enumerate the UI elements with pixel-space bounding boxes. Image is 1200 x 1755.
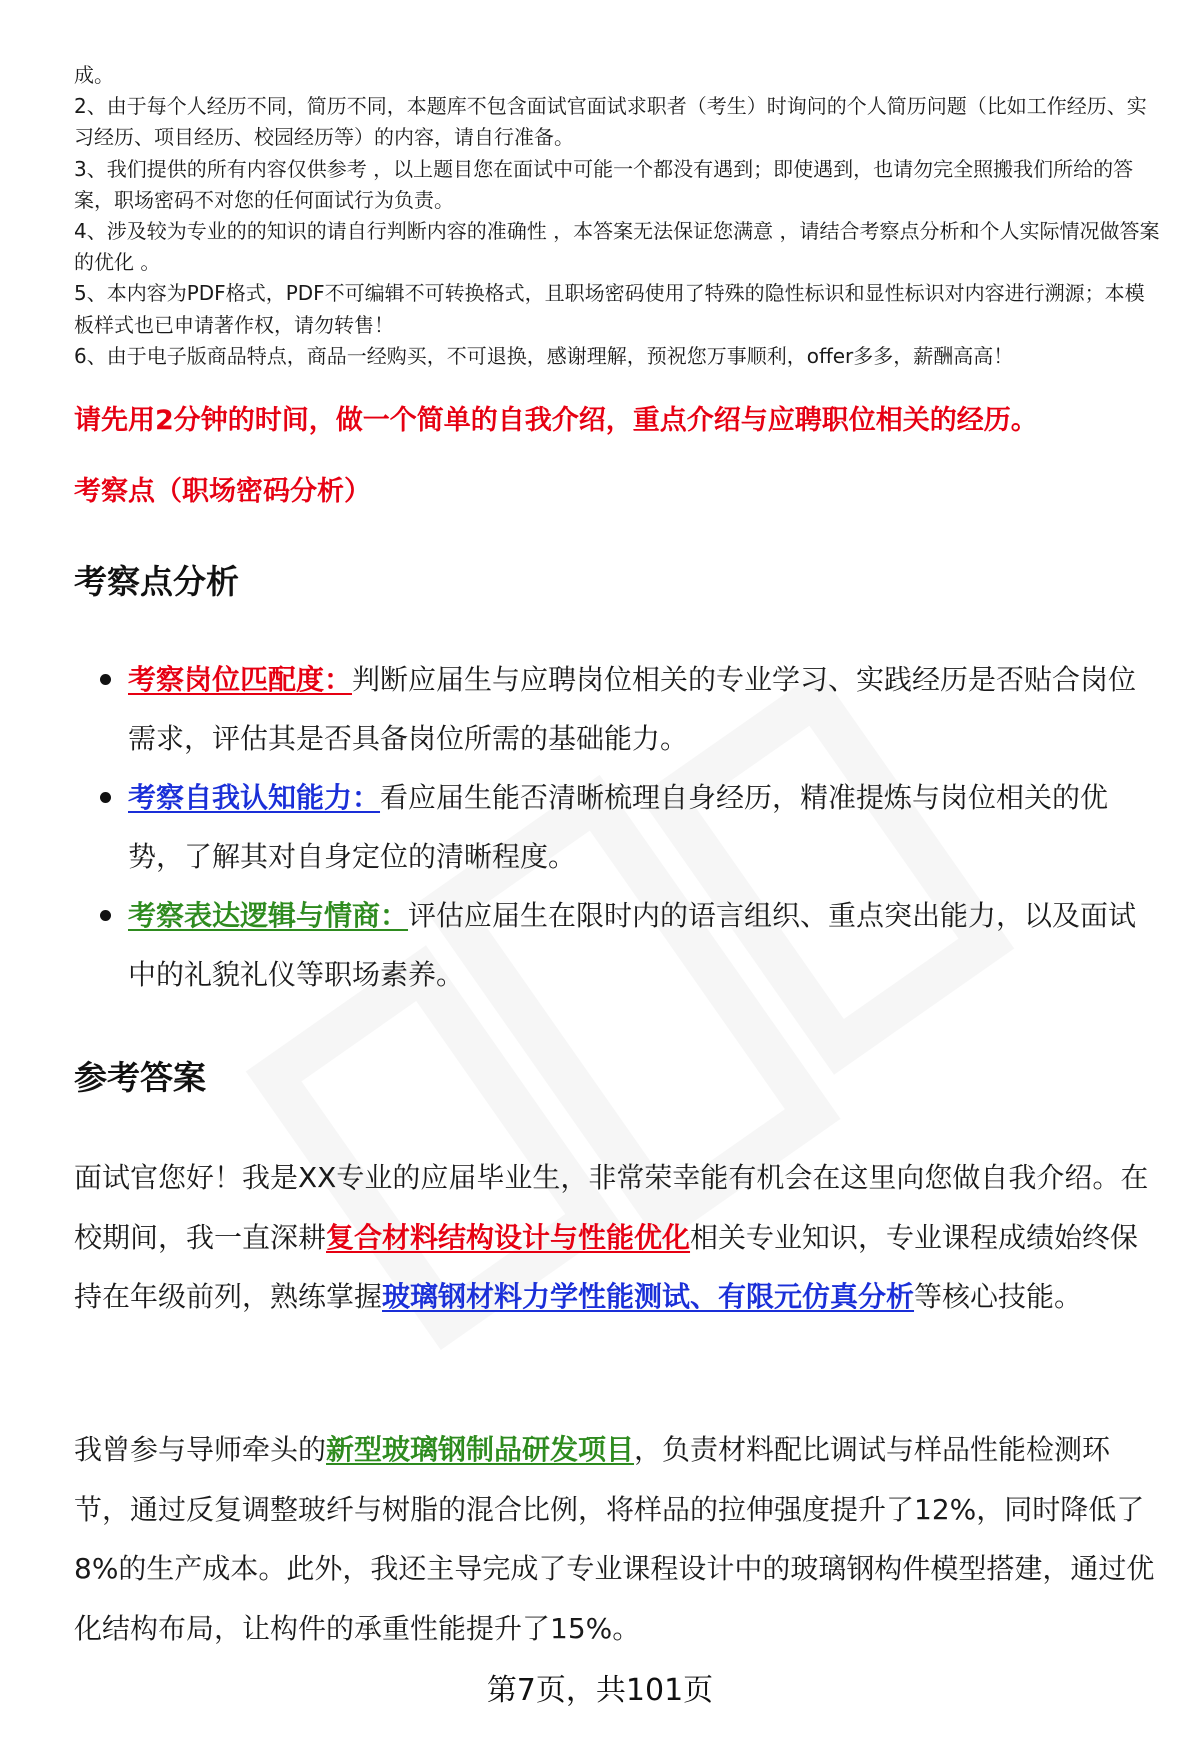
list-item xyxy=(74,886,1164,1004)
highlight-keyword: 新型玻璃钢制品研发项目 xyxy=(326,1433,635,1466)
analysis-subheading: 考察点（职场密码分析） xyxy=(74,476,371,507)
paragraph-text: ，负责材料配比调试与样品性能检测环节，通过反复调整玻纤与树脂的混合比例，将样品的拉伸强度提升了12%，同时降低了8%的生产成本。此外，我还主导完成了专业课程设计中的玻璃钢构件模型搭建，通过优化结构布局，让构件的承重性能提升了15%。 xyxy=(74,1433,1155,1645)
bullet-icon xyxy=(100,910,111,921)
item-text: 判断应届生与应聘岗位相关的专业学习、实践经历是否贴合岗位需求，评估其是否具备岗位所需的基础能力。 xyxy=(128,663,1137,755)
item-text: 看应届生能否清晰梳理自身经历，精准提炼与岗位相关的优势，了解其对自身定位的清晰程度。 xyxy=(128,781,1109,873)
bullet-icon xyxy=(100,792,111,803)
highlight-keyword: 复合材料结构设计与性能优化 xyxy=(326,1220,691,1254)
paragraph-text: 等核心技能。 xyxy=(914,1280,1083,1313)
interview-question: 请先用2分钟的时间，做一个简单的自我介绍，重点介绍与应聘职位相关的经历。 xyxy=(74,405,1038,436)
note-line: 5、本内容为PDF格式，PDF不可编辑不可转换格式，且职场密码使用了特殊的隐性标识和显性标识对内容进行溯源；本模板样式也已申请著作权，请勿转售！ xyxy=(74,281,1145,337)
paragraph-text: 我曾参与导师牵头的 xyxy=(74,1433,327,1466)
bullet-icon xyxy=(100,674,111,685)
answer-heading: 参考答案 xyxy=(74,1058,206,1097)
note-line: 2、由于每个人经历不同，简历不同，本题库不包含面试官面试求职者（考生）时询问的个人简历问题（比如工作经历、实习经历、项目经历、校园经历等）的内容，请自行准备。 xyxy=(74,94,1147,150)
note-line: 4、涉及较为专业的的知识的请自行判断内容的准确性 ，本答案无法保证您满意 ，请结合考察点分析和个人实际情况做答案的优化 。 xyxy=(74,219,1160,275)
page-number: 第7页，共101页 xyxy=(486,1673,714,1708)
list-item xyxy=(74,768,1164,886)
answer-paragraph-2 xyxy=(74,1420,1164,1658)
note-line: 成。 xyxy=(74,63,114,87)
item-text: 评估应届生在限时内的语言组织、重点突出能力，以及面试中的礼貌礼仪等职场素养。 xyxy=(128,899,1137,991)
paragraph-text: 面试官您好！我是XX专业的应届毕业生，非常荣幸能有机会在这里向您做自我介绍。在校期间，我一直深耕 xyxy=(74,1161,1149,1254)
highlight-keyword: 玻璃钢材料力学性能测试、有限元仿真分析 xyxy=(382,1280,915,1313)
note-line: 6、由于电子版商品特点，商品一经购买，不可退换，感谢理解，预祝您万事顺利，offer多多，薪酬高高！ xyxy=(74,343,1014,368)
keyword-label: 考察岗位匹配度： xyxy=(128,663,353,696)
answer-paragraph-1 xyxy=(74,1148,1164,1327)
paragraph-text: 相关专业知识，专业课程成绩始终保持在年级前列，熟练掌握 xyxy=(74,1220,1139,1313)
analysis-list xyxy=(74,650,1164,1004)
note-line: 3、我们提供的所有内容仅供参考 ，以上题目您在面试中可能一个都没有遇到；即使遇到，也请勿完全照搬我们所给的答案，职场密码不对您的任何面试行为负责。 xyxy=(74,156,1134,212)
analysis-heading: 考察点分析 xyxy=(74,562,239,601)
keyword-label: 考察表达逻辑与情商： xyxy=(128,899,409,932)
list-item xyxy=(74,650,1164,768)
keyword-label: 考察自我认知能力： xyxy=(128,781,381,814)
notes-section xyxy=(74,60,1164,372)
